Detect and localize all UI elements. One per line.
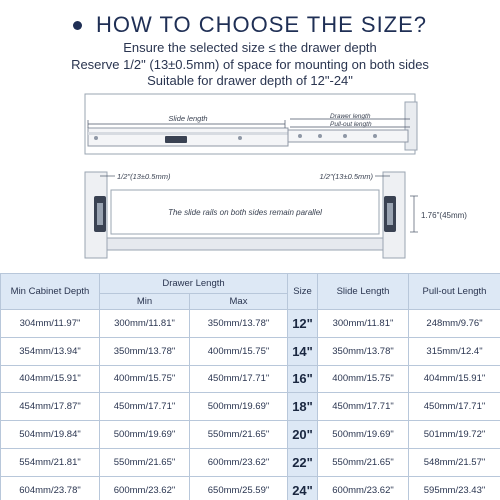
pullout-length-cell: 248mm/9.76" — [409, 310, 500, 338]
size-cell: 16" — [288, 365, 318, 393]
slide-length-cell: 400mm/15.75" — [318, 365, 409, 393]
slide-length-cell: 350mm/13.78" — [318, 337, 409, 365]
size-cell: 20" — [288, 421, 318, 449]
pullout-length-cell: 315mm/12.4" — [409, 337, 500, 365]
header-min-cabinet-depth: Min Cabinet Depth — [1, 274, 100, 310]
reserve-left-label: 1/2"(13±0.5mm) — [117, 172, 171, 181]
drawer-max-cell: 350mm/13.78" — [190, 310, 288, 338]
header-max: Max — [190, 294, 288, 310]
table-row — [1, 476, 500, 500]
cabinet-depth-cell: 504mm/19.84" — [1, 421, 100, 449]
header-min: Min — [100, 294, 190, 310]
slide-length-cell: 500mm/19.69" — [318, 421, 409, 449]
drawer-min-cell: 500mm/19.69" — [100, 421, 190, 449]
drawer-length-label: Drawer length — [330, 113, 371, 120]
dimension-lines — [88, 113, 410, 128]
pullout-length-cell: 595mm/23.43" — [409, 476, 500, 500]
header-pullout-length: Pull-out Length — [409, 274, 500, 310]
pullout-length-cell: 501mm/19.72" — [409, 421, 500, 449]
drawer-min-cell: 600mm/23.62" — [100, 476, 190, 500]
table-row — [1, 448, 500, 476]
cabinet-depth-cell: 304mm/11.97" — [1, 310, 100, 338]
table-row — [1, 393, 500, 421]
height-label: 1.76"(45mm) — [421, 211, 467, 220]
header-size: Size — [288, 274, 318, 310]
drawer-min-cell: 550mm/21.65" — [100, 448, 190, 476]
table-row — [1, 337, 500, 365]
size-table — [0, 273, 500, 500]
pullout-length-cell: 404mm/15.91" — [409, 365, 500, 393]
size-table-wrap — [0, 273, 500, 500]
cabinet-depth-cell: 454mm/17.87" — [1, 393, 100, 421]
cabinet-depth-cell: 354mm/13.94" — [1, 337, 100, 365]
drawer-max-cell: 550mm/21.65" — [190, 421, 288, 449]
bullet-dot-icon — [73, 21, 82, 30]
cabinet-depth-cell: 604mm/23.78" — [1, 476, 100, 500]
slide-diagram — [0, 88, 500, 268]
pullout-length-cell: 450mm/17.71" — [409, 393, 500, 421]
slide-length-cell: 300mm/11.81" — [318, 310, 409, 338]
header-slide-length: Slide Length — [318, 274, 409, 310]
intro-line-1: Ensure the selected size ≤ the drawer depth — [123, 40, 377, 55]
table-row — [1, 310, 500, 338]
page-title: HOW TO CHOOSE THE SIZE? — [95, 12, 428, 37]
cabinet-depth-cell: 554mm/21.81" — [1, 448, 100, 476]
cabinet-front-view — [85, 172, 467, 258]
header-drawer-length: Drawer Length — [100, 274, 288, 294]
table-row — [1, 421, 500, 449]
table-row — [1, 365, 500, 393]
drawer-max-cell: 400mm/15.75" — [190, 337, 288, 365]
parallel-note: The slide rails on both sides remain parallel — [168, 208, 322, 217]
size-cell: 24" — [288, 476, 318, 500]
intro-line-2: Reserve 1/2" (13±0.5mm) of space for mounting on both sides — [71, 56, 429, 72]
intro-text — [0, 40, 500, 90]
drawer-max-cell: 650mm/25.59" — [190, 476, 288, 500]
size-cell: 12" — [288, 310, 318, 338]
drawer-min-cell: 300mm/11.81" — [100, 310, 190, 338]
slide-length-cell: 600mm/23.62" — [318, 476, 409, 500]
drawer-min-cell: 400mm/15.75" — [100, 365, 190, 393]
slide-length-cell: 550mm/21.65" — [318, 448, 409, 476]
intro-line-3: Suitable for drawer depth of 12"-24" — [147, 73, 353, 88]
slide-length-label: Slide length — [168, 114, 208, 123]
reserve-right-label: 1/2"(13±0.5mm) — [319, 172, 373, 181]
slide-length-cell: 450mm/17.71" — [318, 393, 409, 421]
drawer-max-cell: 500mm/19.69" — [190, 393, 288, 421]
cabinet-depth-cell: 404mm/15.91" — [1, 365, 100, 393]
size-cell: 22" — [288, 448, 318, 476]
drawer-max-cell: 450mm/17.71" — [190, 365, 288, 393]
drawer-min-cell: 450mm/17.71" — [100, 393, 190, 421]
size-cell: 14" — [288, 337, 318, 365]
drawer-max-cell: 600mm/23.62" — [190, 448, 288, 476]
drawer-min-cell: 350mm/13.78" — [100, 337, 190, 365]
pullout-length-label: Pull-out length — [330, 121, 372, 128]
title-row — [0, 9, 500, 41]
pullout-length-cell: 548mm/21.57" — [409, 448, 500, 476]
size-cell: 18" — [288, 393, 318, 421]
